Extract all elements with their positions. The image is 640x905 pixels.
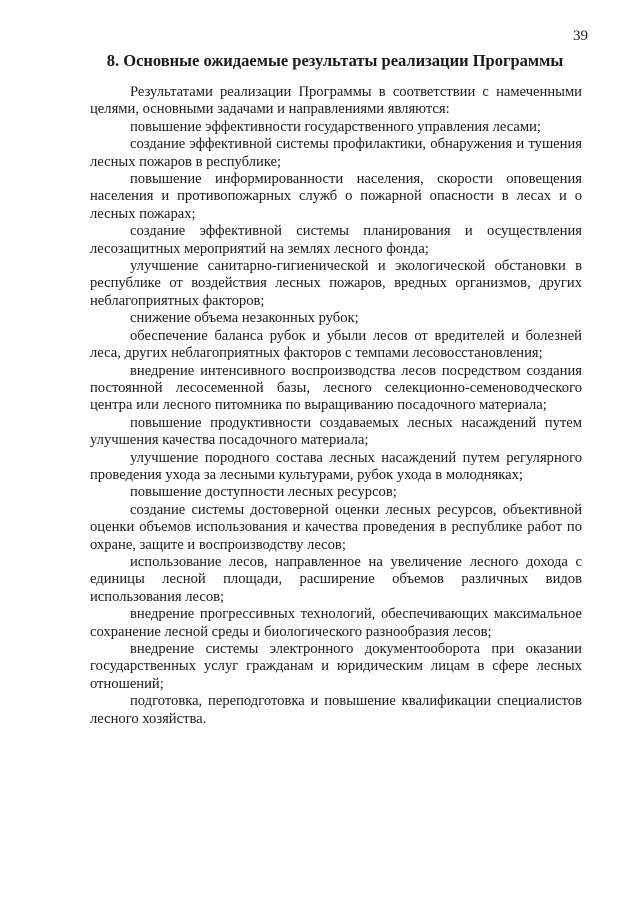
intro-paragraph: Результатами реализации Программы в соответствии с намеченными целями, основными задачами и направлениями являются: xyxy=(90,84,582,118)
result-item: внедрение прогрессивных технологий, обеспечивающих максимальное сохранение лесной среды и биологического разнообразия лесов; xyxy=(90,606,582,640)
result-item: улучшение породного состава лесных насаждений путем регулярного проведения ухода за лесными культурами, рубок ухода в молодняках; xyxy=(90,449,582,483)
result-item: повышение продуктивности создаваемых лесных насаждений путем улучшения качества посадочного материала; xyxy=(90,414,582,449)
result-item: повышение эффективности государственного управления лесами; xyxy=(130,118,541,135)
section-heading: 8. Основные ожидаемые результаты реализации Программы xyxy=(106,51,564,70)
result-item: подготовка, переподготовка и повышение квалификации специалистов лесного хозяйства. xyxy=(90,693,582,727)
result-item: создание эффективной системы планирования и осуществления лесозащитных мероприятий на землях лесного фонда; xyxy=(90,223,582,257)
result-item: повышение доступности лесных ресурсов; xyxy=(130,484,397,501)
result-item: улучшение санитарно-гигиенической и экологической обстановки в республике от воздействия лесных пожаров, вредных организмов, других неблагоприятных факторов; xyxy=(90,258,582,309)
result-item: внедрение системы электронного документооборота при оказании государственных услуг гражданам и юридическим лицам в сфере лесных отношений; xyxy=(90,641,582,692)
result-item: внедрение интенсивного воспроизводства лесов посредством создания постоянной лесосеменной базы, лесного селекционно-семеноводческого центра или лесного питомника по выращиванию посадочного материала; xyxy=(90,362,582,414)
result-item: повышение информированности населения, скорости оповещения населения и противопожарных служб о пожарной опасности в лесах и о лесных пожарах; xyxy=(90,171,582,222)
result-item: использование лесов, направленное на увеличение лесного дохода с единицы лесной площади, расширение объемов различных видов использования лесов; xyxy=(90,553,582,605)
section-body xyxy=(90,84,582,728)
result-item: создание системы достоверной оценки лесных ресурсов, объективной оценки объемов использования и качества проведения в республике работ по охране, защите и воспроизводству лесов; xyxy=(90,501,582,553)
result-item: обеспечение баланса рубок и убыли лесов от вредителей и болезней леса, других неблагоприятных факторов с темпами лесовосстановления; xyxy=(90,327,582,362)
result-item: снижение объема незаконных рубок; xyxy=(130,310,359,327)
page-number: 39 xyxy=(573,28,588,44)
result-item: создание эффективной системы профилактики, обнаружения и тушения лесных пожаров в республике; xyxy=(90,136,582,170)
